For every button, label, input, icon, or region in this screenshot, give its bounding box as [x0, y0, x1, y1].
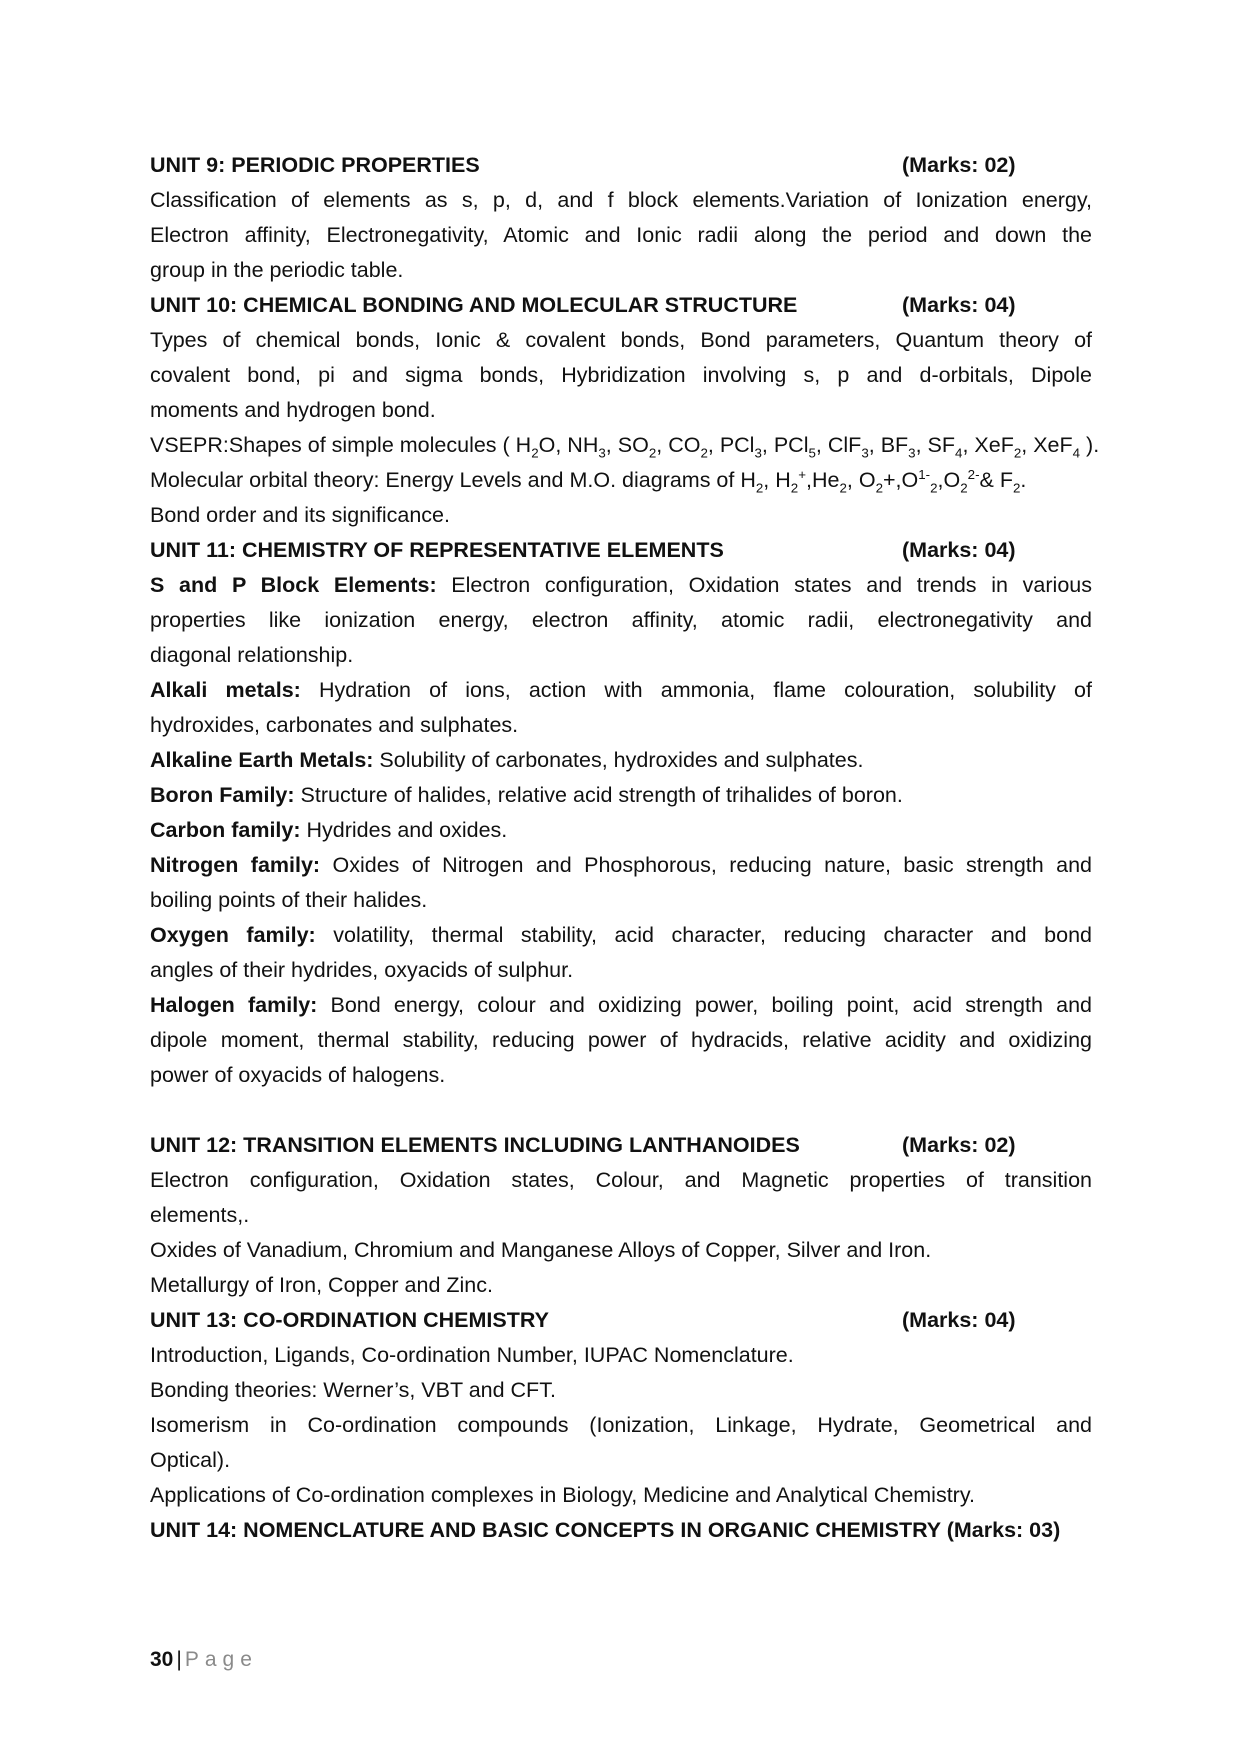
unit-13-line-1: Introduction, Ligands, Co-ordination Number, IUPAC Nomenclature.	[150, 1343, 794, 1367]
nitrogen-line-2: boiling points of their halides.	[150, 888, 428, 912]
unit-10-marks: (Marks: 04)	[902, 293, 1016, 317]
unit-12-marks: (Marks: 02)	[902, 1133, 1016, 1157]
unit-13-line-4: Optical).	[150, 1448, 231, 1472]
unit-9-marks: (Marks: 02)	[902, 153, 1016, 177]
unit-10-line-1: Types of chemical bonds, Ionic & covalent bonds, Bond parameters, Quantum theory of	[150, 328, 1092, 352]
unit-12-title: UNIT 12: TRANSITION ELEMENTS INCLUDING LANTHANOIDES	[150, 1133, 800, 1157]
sp-block-line-3: diagonal relationship.	[150, 643, 354, 667]
page-number: 30	[150, 1648, 174, 1671]
page-label: Page	[184, 1648, 258, 1671]
unit-13-title: UNIT 13: CO-ORDINATION CHEMISTRY	[150, 1308, 549, 1332]
unit-13-line-5: Applications of Co-ordination complexes in Biology, Medicine and Analytical Chemistry.	[150, 1483, 975, 1507]
alkali-line-2: hydroxides, carbonates and sulphates.	[150, 713, 519, 737]
unit-10-title: UNIT 10: CHEMICAL BONDING AND MOLECULAR STRUCTURE	[150, 293, 798, 317]
unit-10-heading	[150, 288, 1092, 323]
unit-12-line-2: elements,.	[150, 1203, 250, 1227]
oxygen-line-1: Oxygen family: volatility, thermal stability, acid character, reducing character and bond	[150, 923, 1092, 947]
unit-13-marks: (Marks: 04)	[902, 1308, 1016, 1332]
alkali-line-1: Alkali metals: Hydration of ions, action with ammonia, flame colouration, solubility of	[150, 678, 1092, 702]
unit-9-title: UNIT 9: PERIODIC PROPERTIES	[150, 153, 480, 177]
unit-9-line-1: Classification of elements as s, p, d, and f block elements.Variation of Ionization energy,	[150, 188, 1092, 212]
unit-9-line-3: group in the periodic table.	[150, 258, 404, 282]
unit-11-heading	[150, 533, 1092, 568]
unit-11-marks: (Marks: 04)	[902, 538, 1016, 562]
mo-theory-line: Molecular orbital theory: Energy Levels and M.O. diagrams of $H_2$, $H_2^+,He_2$, $O_2+,O^{1-}_2,O_2^{2-}\&$ $F_2$.	[150, 466, 1027, 496]
boron-line: Boron Family: Structure of halides, relative acid strength of trihalides of boron.	[150, 783, 903, 807]
unit-13-line-3: Isomerism in Co-ordination compounds (Ionization, Linkage, Hydrate, Geometrical and	[150, 1413, 1092, 1437]
unit-12-line-1: Electron configuration, Oxidation states, Colour, and Magnetic properties of transition	[150, 1168, 1092, 1192]
unit-12-line-4: Metallurgy of Iron, Copper and Zinc.	[150, 1273, 493, 1297]
unit-9-heading	[150, 148, 1092, 183]
page-footer	[150, 1648, 258, 1672]
unit-14-heading: UNIT 14: NOMENCLATURE AND BASIC CONCEPTS IN ORGANIC CHEMISTRY (Marks: 03)	[150, 1518, 1061, 1542]
sp-block-line-1: S and P Block Elements: Electron configuration, Oxidation states and trends in various	[150, 573, 1092, 597]
halogen-line-1: Halogen family: Bond energy, colour and oxidizing power, boiling point, acid strength and	[150, 993, 1092, 1017]
unit-12-heading	[150, 1128, 1092, 1163]
sp-block-line-2: properties like ionization energy, electron affinity, atomic radii, electronegativity and	[150, 608, 1092, 632]
nitrogen-line-1: Nitrogen family: Oxides of Nitrogen and Phosphorous, reducing nature, basic strength and	[150, 853, 1092, 877]
unit-12-line-3: Oxides of Vanadium, Chromium and Manganese Alloys of Copper, Silver and Iron.	[150, 1238, 932, 1262]
spacer	[150, 1093, 1092, 1128]
unit-13-heading	[150, 1303, 1092, 1338]
carbon-line: Carbon family: Hydrides and oxides.	[150, 818, 508, 842]
unit-11-title: UNIT 11: CHEMISTRY OF REPRESENTATIVE ELEMENTS	[150, 538, 724, 562]
bond-order-line: Bond order and its significance.	[150, 503, 450, 527]
alkaline-earth-line: Alkaline Earth Metals: Solubility of carbonates, hydroxides and sulphates.	[150, 748, 864, 772]
halogen-line-3: power of oxyacids of halogens.	[150, 1063, 446, 1087]
vsepr-line: VSEPR:Shapes of simple molecules ( $H_2O$, $NH_3$, $SO_2$, $CO_2$, PCl$_3$, PCl$_5$, ClF$_3$, $BF_3$, $SF_4$, XeF$_2$, XeF$_4$ ).	[150, 433, 1100, 461]
oxygen-line-2: angles of their hydrides, oxyacids of sulphur.	[150, 958, 574, 982]
footer-separator: |	[176, 1648, 182, 1671]
unit-9-line-2: Electron affinity, Electronegativity, Atomic and Ionic radii along the period and down the	[150, 223, 1092, 247]
document-page	[150, 148, 1100, 1548]
unit-13-line-2: Bonding theories: Werner’s, VBT and CFT.	[150, 1378, 556, 1402]
unit-10-line-2: covalent bond, pi and sigma bonds, Hybridization involving s, p and d-orbitals, Dipole	[150, 363, 1092, 387]
unit-10-line-3: moments and hydrogen bond.	[150, 398, 436, 422]
halogen-line-2: dipole moment, thermal stability, reducing power of hydracids, relative acidity and oxidizing	[150, 1028, 1092, 1052]
